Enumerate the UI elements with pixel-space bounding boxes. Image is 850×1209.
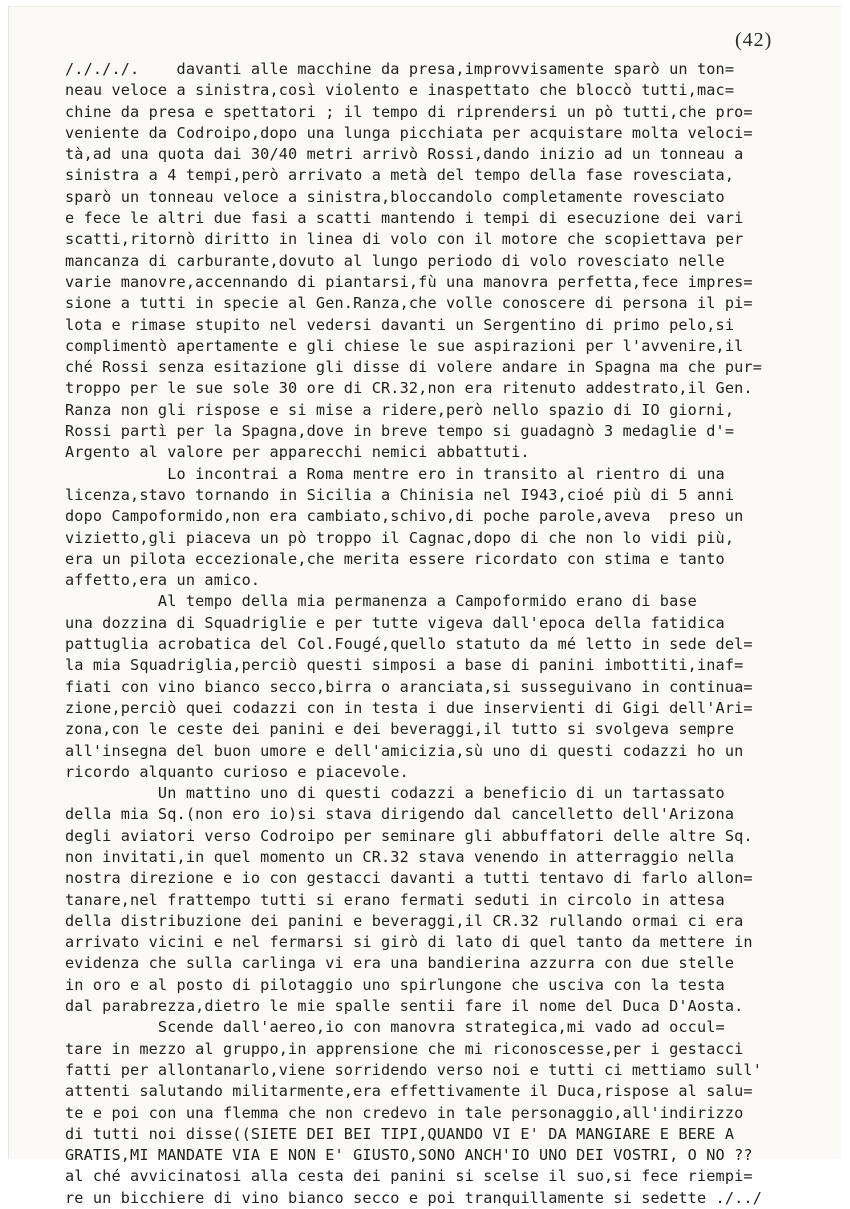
text-line: Argento al valore per apparecchi nemici abbattuti. — [65, 443, 530, 462]
text-line: dal parabrezza,dietro le mie spalle sentii fare il nome del Duca D'Aosta. — [65, 997, 744, 1016]
text-line: fatti per allontanarlo,viene sorridendo verso noi e tutti ci mettiamo sull' — [65, 1060, 763, 1079]
text-line: di tutti noi disse((SIETE DEI BEI TIPI,QUANDO VI E' DA MANGIARE E BERE A — [65, 1124, 735, 1143]
text-line: Al tempo della mia permanenza a Campoformido erano di base — [65, 592, 697, 611]
text-line: ché Rossi senza esitazione gli disse di volere andare in Spagna ma che pur= — [65, 358, 763, 377]
text-line: ricordo alquanto curioso e piacevole. — [65, 762, 409, 781]
text-line: al ché avvicinatosi alla cesta dei panini si scelse il suo,si fece riempi= — [65, 1167, 753, 1186]
text-line: scatti,ritornò diritto in linea di volo con il motore che scopiettava per — [65, 230, 744, 249]
text-line: Rossi partì per la Spagna,dove in breve tempo si guadagnò 3 medaglie d'= — [65, 422, 735, 441]
text-line: complimentò apertamente e gli chiese le sue aspirazioni per l'avvenire,il — [65, 336, 744, 355]
text-line: te e poi con una flemma che non credevo in tale personaggio,all'indirizzo — [65, 1103, 744, 1122]
text-line: affetto,era un amico. — [65, 571, 261, 590]
text-line: licenza,stavo tornando in Sicilia a Chinisia nel I943,cioé più di 5 anni — [65, 485, 735, 504]
text-line: degli aviatori verso Codroipo per seminare gli abbuffatori delle altre Sq. — [65, 826, 753, 845]
text-line: dopo Campoformido,non era cambiato,schivo,di poche parole,aveva preso un — [65, 507, 744, 526]
text-line: tà,ad una quota dai 30/40 metri arrivò Rossi,dando inizio ad un tonneau a — [65, 145, 744, 164]
text-line: Ranza non gli rispose e si mise a ridere,però nello spazio di IO giorni, — [65, 400, 735, 419]
text-line: tanare,nel frattempo tutti si erano fermati seduti in circolo in attesa — [65, 890, 725, 909]
text-line: GRATIS,MI MANDATE VIA E NON E' GIUSTO,SONO ANCH'IO UNO DEI VOSTRI, O NO ?? — [65, 1146, 753, 1165]
text-line: sparò un tonneau veloce a sinistra,bloccandolo completamente rovesciato — [65, 187, 725, 206]
text-line: veniente da Codroipo,dopo una lunga picchiata per acquistare molta veloci= — [65, 123, 753, 142]
text-line: attenti salutando militarmente,era effettivamente il Duca,rispose al salu= — [65, 1082, 753, 1101]
text-line: e fece le altri due fasi a scatti mantendo i tempi di esecuzione dei vari — [65, 209, 744, 228]
text-line: troppo per le sue sole 30 ore di CR.32,non era ritenuto addestrato,il Gen. — [65, 379, 753, 398]
text-line: non invitati,in quel momento un CR.32 stava venendo in atterraggio nella — [65, 847, 735, 866]
text-line: pattuglia acrobatica del Col.Fougé,quello statuto da mé letto in sede del= — [65, 635, 753, 654]
typewritten-text — [65, 59, 850, 1209]
text-line: tare in mezzo al gruppo,in apprensione che mi riconoscesse,per i gestacci — [65, 1039, 744, 1058]
text-line: della distribuzione dei panini e beveraggi,il CR.32 rullando ormai ci era — [65, 911, 744, 930]
text-line: /./././. davanti alle macchine da presa,improvvisamente sparò un ton= — [65, 60, 735, 78]
text-line: della mia Sq.(non ero io)si stava dirigendo dal cancelletto dell'Arizona — [65, 805, 735, 824]
text-line: arrivato vicini e nel fermarsi si girò di lato di quel tanto da mettere in — [65, 933, 753, 952]
text-line: all'insegna del buon umore e dell'amicizia,sù uno di questi codazzi ho un — [65, 741, 744, 760]
typewritten-page — [8, 6, 841, 1207]
text-line: era un pilota eccezionale,che merita essere ricordato con stima e tanto — [65, 549, 725, 568]
text-line: fiati con vino bianco secco,birra o aranciata,si susseguivano in continua= — [65, 677, 753, 696]
text-line: re un bicchiere di vino bianco secco e poi tranquillamente si sedette ./../ — [65, 1188, 763, 1207]
text-line: evidenza che sulla carlinga vi era una bandierina azzurra con due stelle — [65, 954, 735, 973]
text-line: zione,perciò quei codazzi con in testa i due inservienti di Gigi dell'Ari= — [65, 698, 753, 717]
page-number: (42) — [735, 29, 773, 51]
text-line: nostra direzione e io con gestacci davanti a tutti tentavo di farlo allon= — [65, 869, 753, 888]
text-line: una dozzina di Squadriglie e per tutte vigeva dall'epoca della fatidica — [65, 613, 725, 632]
text-line: chine da presa e spettatori ; il tempo di riprendersi un pò tutti,che pro= — [65, 102, 753, 121]
text-line: Scende dall'aereo,io con manovra strategica,mi vado ad occul= — [65, 1018, 725, 1037]
text-line: zona,con le ceste dei panini e dei beveraggi,il tutto si svolgeva sempre — [65, 720, 735, 739]
text-line: Un mattino uno di questi codazzi a beneficio di un tartassato — [65, 784, 725, 803]
text-line: sinistra a 4 tempi,però arrivato a metà del tempo della fase rovesciata, — [65, 166, 735, 185]
text-line: lota e rimase stupito nel vedersi davanti un Sergentino di primo pelo,si — [65, 315, 735, 334]
text-line: in oro e al posto di pilotaggio uno spirlungone che usciva con la testa — [65, 975, 725, 994]
text-line: vizietto,gli piaceva un pò troppo il Cagnac,dopo di che non lo vidi più, — [65, 528, 735, 547]
text-line: la mia Squadriglia,perciò questi simposi a base di panini imbottiti,inaf= — [65, 656, 744, 675]
text-line: neau veloce a sinistra,così violento e inaspettato che bloccò tutti,mac= — [65, 81, 735, 100]
text-line: varie manovre,accennando di piantarsi,fù una manovra perfetta,fece impres= — [65, 272, 753, 291]
text-line: mancanza di carburante,dovuto al lungo periodo di volo rovesciato nelle — [65, 251, 725, 270]
text-line: Lo incontrai a Roma mentre ero in transito al rientro di una — [65, 464, 725, 483]
text-line: sione a tutti in specie al Gen.Ranza,che volle conoscere di persona il pi= — [65, 294, 753, 313]
